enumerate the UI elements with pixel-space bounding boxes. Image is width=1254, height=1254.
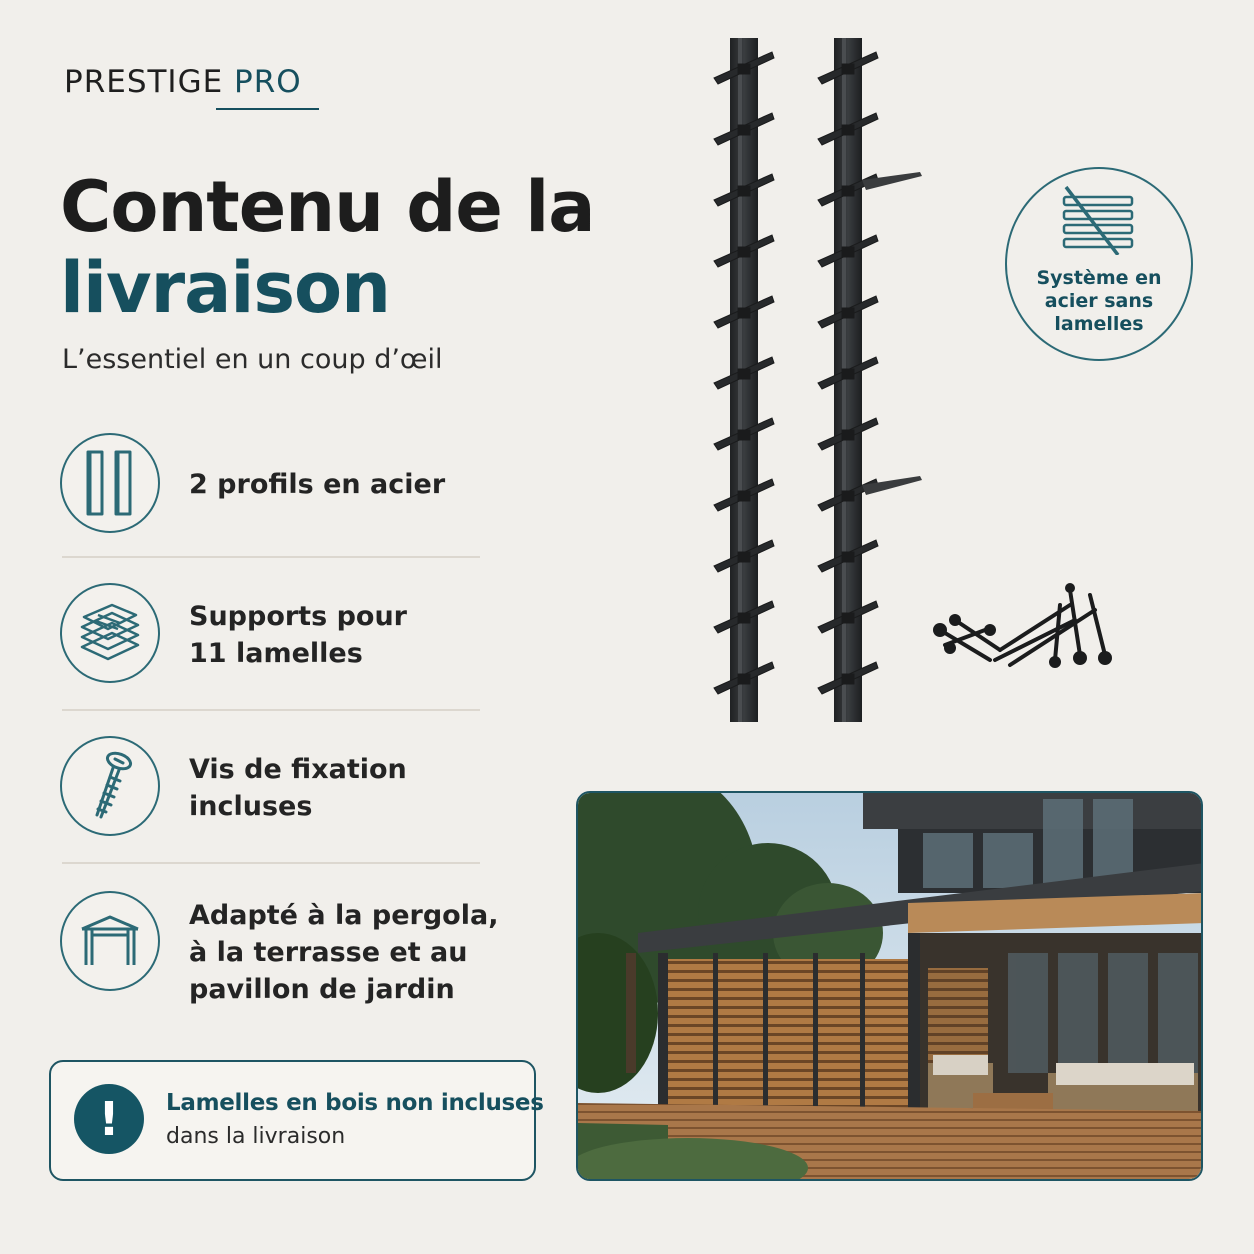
divider [62,709,480,711]
divider [62,556,480,558]
terrace-photo [576,791,1203,1181]
bracket-clip [842,430,854,440]
feature-line: incluses [189,791,313,822]
feature-line: 2 profils en acier [189,469,446,500]
bracket-clip [738,247,750,257]
slat-supports-icon [60,583,160,683]
warning-title: Lamelles en bois non incluses [166,1090,544,1116]
feature-screws [189,751,407,825]
bracket-clip [738,430,750,440]
badge-label [1005,267,1193,336]
exclamation-icon: ! [74,1084,144,1154]
warning-text: dans la livraison [166,1124,346,1149]
feature-line: Supports pour [189,601,407,632]
feature-line: Vis de fixation [189,754,407,785]
badge-line: acier sans [1044,290,1154,312]
brand-suffix: PRO [234,64,302,100]
bracket-clip [738,552,750,562]
bracket-clip [738,64,750,74]
feature-line: 11 lamelles [189,638,363,669]
bracket-clip [842,674,854,684]
bracket-clip [842,552,854,562]
divider [62,862,480,864]
bracket-clip [842,491,854,501]
page-subtitle: L’essentiel en un coup d’œil [62,344,443,375]
bracket-clip [738,674,750,684]
bracket-clip [842,186,854,196]
bracket-clip [842,613,854,623]
no-slats-icon [1060,185,1136,255]
bracket-clip [738,369,750,379]
page-title-line2: livraison [60,247,390,329]
pergola-icon [60,891,160,991]
brand-name: PRESTIGE [64,64,224,100]
bracket-clip [738,186,750,196]
bracket-clip [738,125,750,135]
product-illustration [700,30,1140,730]
feature-line: à la terrasse et au [189,937,468,968]
bracket-clip [842,125,854,135]
brand-logo [64,64,302,100]
feature-usage [189,897,498,1008]
page-title-line1: Contenu de la [60,166,595,248]
screw-icon [60,736,160,836]
bracket-clip [738,491,750,501]
steel-profile-left [714,38,774,722]
bracket-clip [842,308,854,318]
bracket-clip [842,369,854,379]
bracket-clip [738,613,750,623]
feature-slat-supports [189,598,407,672]
feature-steel-profiles [189,466,445,503]
feature-line: Adapté à la pergola, [189,900,499,931]
bracket-clip [842,64,854,74]
brand-underline [216,108,319,110]
badge-line: Système en [1036,267,1162,289]
badge-line: lamelles [1054,313,1144,335]
steel-profiles-icon [60,433,160,533]
bracket-clip [738,308,750,318]
screws-pile [933,583,1112,668]
feature-line: pavillon de jardin [189,974,455,1005]
bracket-clip [842,247,854,257]
steel-profile-right [818,38,922,722]
